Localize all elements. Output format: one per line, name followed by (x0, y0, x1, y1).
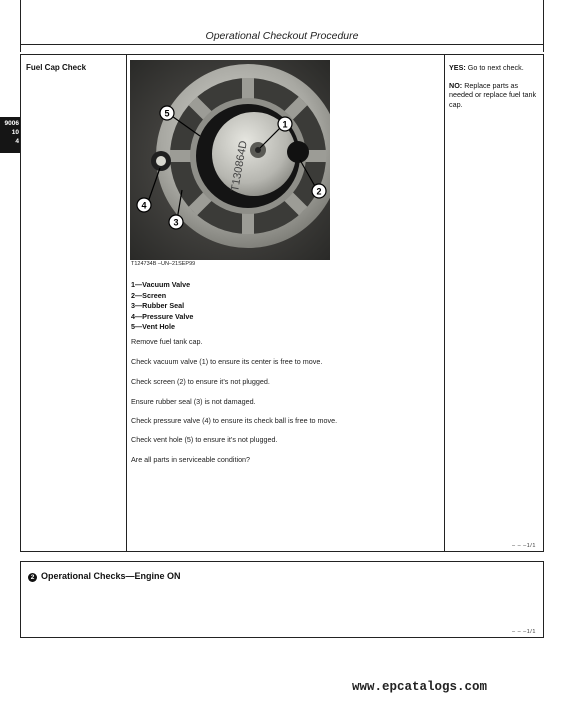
yes-result (449, 63, 541, 73)
section2-title-text: Operational Checks—Engine ON (41, 571, 181, 581)
side-tab-line2: 10 (11, 129, 19, 136)
fuel-cap-illustration (130, 60, 330, 260)
side-tab-line3: 4 (15, 138, 19, 145)
section-label: Fuel Cap Check (26, 63, 87, 72)
callout-4: 4 (141, 200, 147, 211)
step-text: Check pressure valve (4) to ensure its check ball is free to move. (131, 416, 338, 425)
section2-title (28, 571, 181, 582)
page-ref: – – –1/1 (512, 543, 536, 549)
step-text: Are all parts in serviceable condition? (131, 455, 251, 464)
no-text: Replace parts as needed or replace fuel tank cap. (449, 80, 537, 109)
no-result (449, 81, 541, 110)
photo-caption: T124734B –UN–21SEP99 (131, 261, 196, 267)
legend-item: 1—Vacuum Valve (131, 280, 191, 289)
page-title: Operational Checkout Procedure (205, 30, 359, 42)
legend-item: 3—Rubber Seal (131, 301, 185, 310)
section2-badge: 2 (28, 573, 37, 582)
no-label: NO: (449, 80, 463, 90)
fuel-cap-photo (130, 60, 330, 260)
callout-3: 3 (173, 217, 179, 228)
side-tab-line1: 9006 (4, 120, 19, 127)
step-text: Ensure rubber seal (3) is not damaged. (131, 397, 256, 406)
title-rule (20, 44, 544, 45)
col-divider-2 (444, 54, 445, 552)
yes-label: YES: (449, 63, 466, 72)
page-ref-2: – – –1/1 (512, 629, 536, 635)
yes-text: Go to next check. (467, 63, 524, 72)
parts-legend (131, 280, 193, 333)
legend-item: 2—Screen (131, 290, 167, 300)
result-column (449, 63, 541, 117)
legend-item: 4—Pressure Valve (131, 311, 194, 321)
cap-stamp-text: T130864D (229, 139, 250, 193)
legend-item: 5—Vent Hole (131, 322, 175, 331)
callout-2: 2 (316, 186, 322, 197)
step-text: Check screen (2) to ensure it’s not plugged. (131, 377, 270, 386)
step-text: Remove fuel tank cap. (131, 337, 203, 346)
callout-1: 1 (282, 119, 288, 130)
step-text: Check vacuum valve (1) to ensure its center is free to move. (131, 357, 323, 366)
watermark: www.epcatalogs.com (352, 680, 488, 694)
step-text: Check vent hole (5) to ensure it’s not plugged. (131, 435, 278, 444)
callout-5: 5 (164, 108, 170, 119)
side-tab (0, 117, 21, 153)
col-divider-1 (126, 54, 127, 552)
